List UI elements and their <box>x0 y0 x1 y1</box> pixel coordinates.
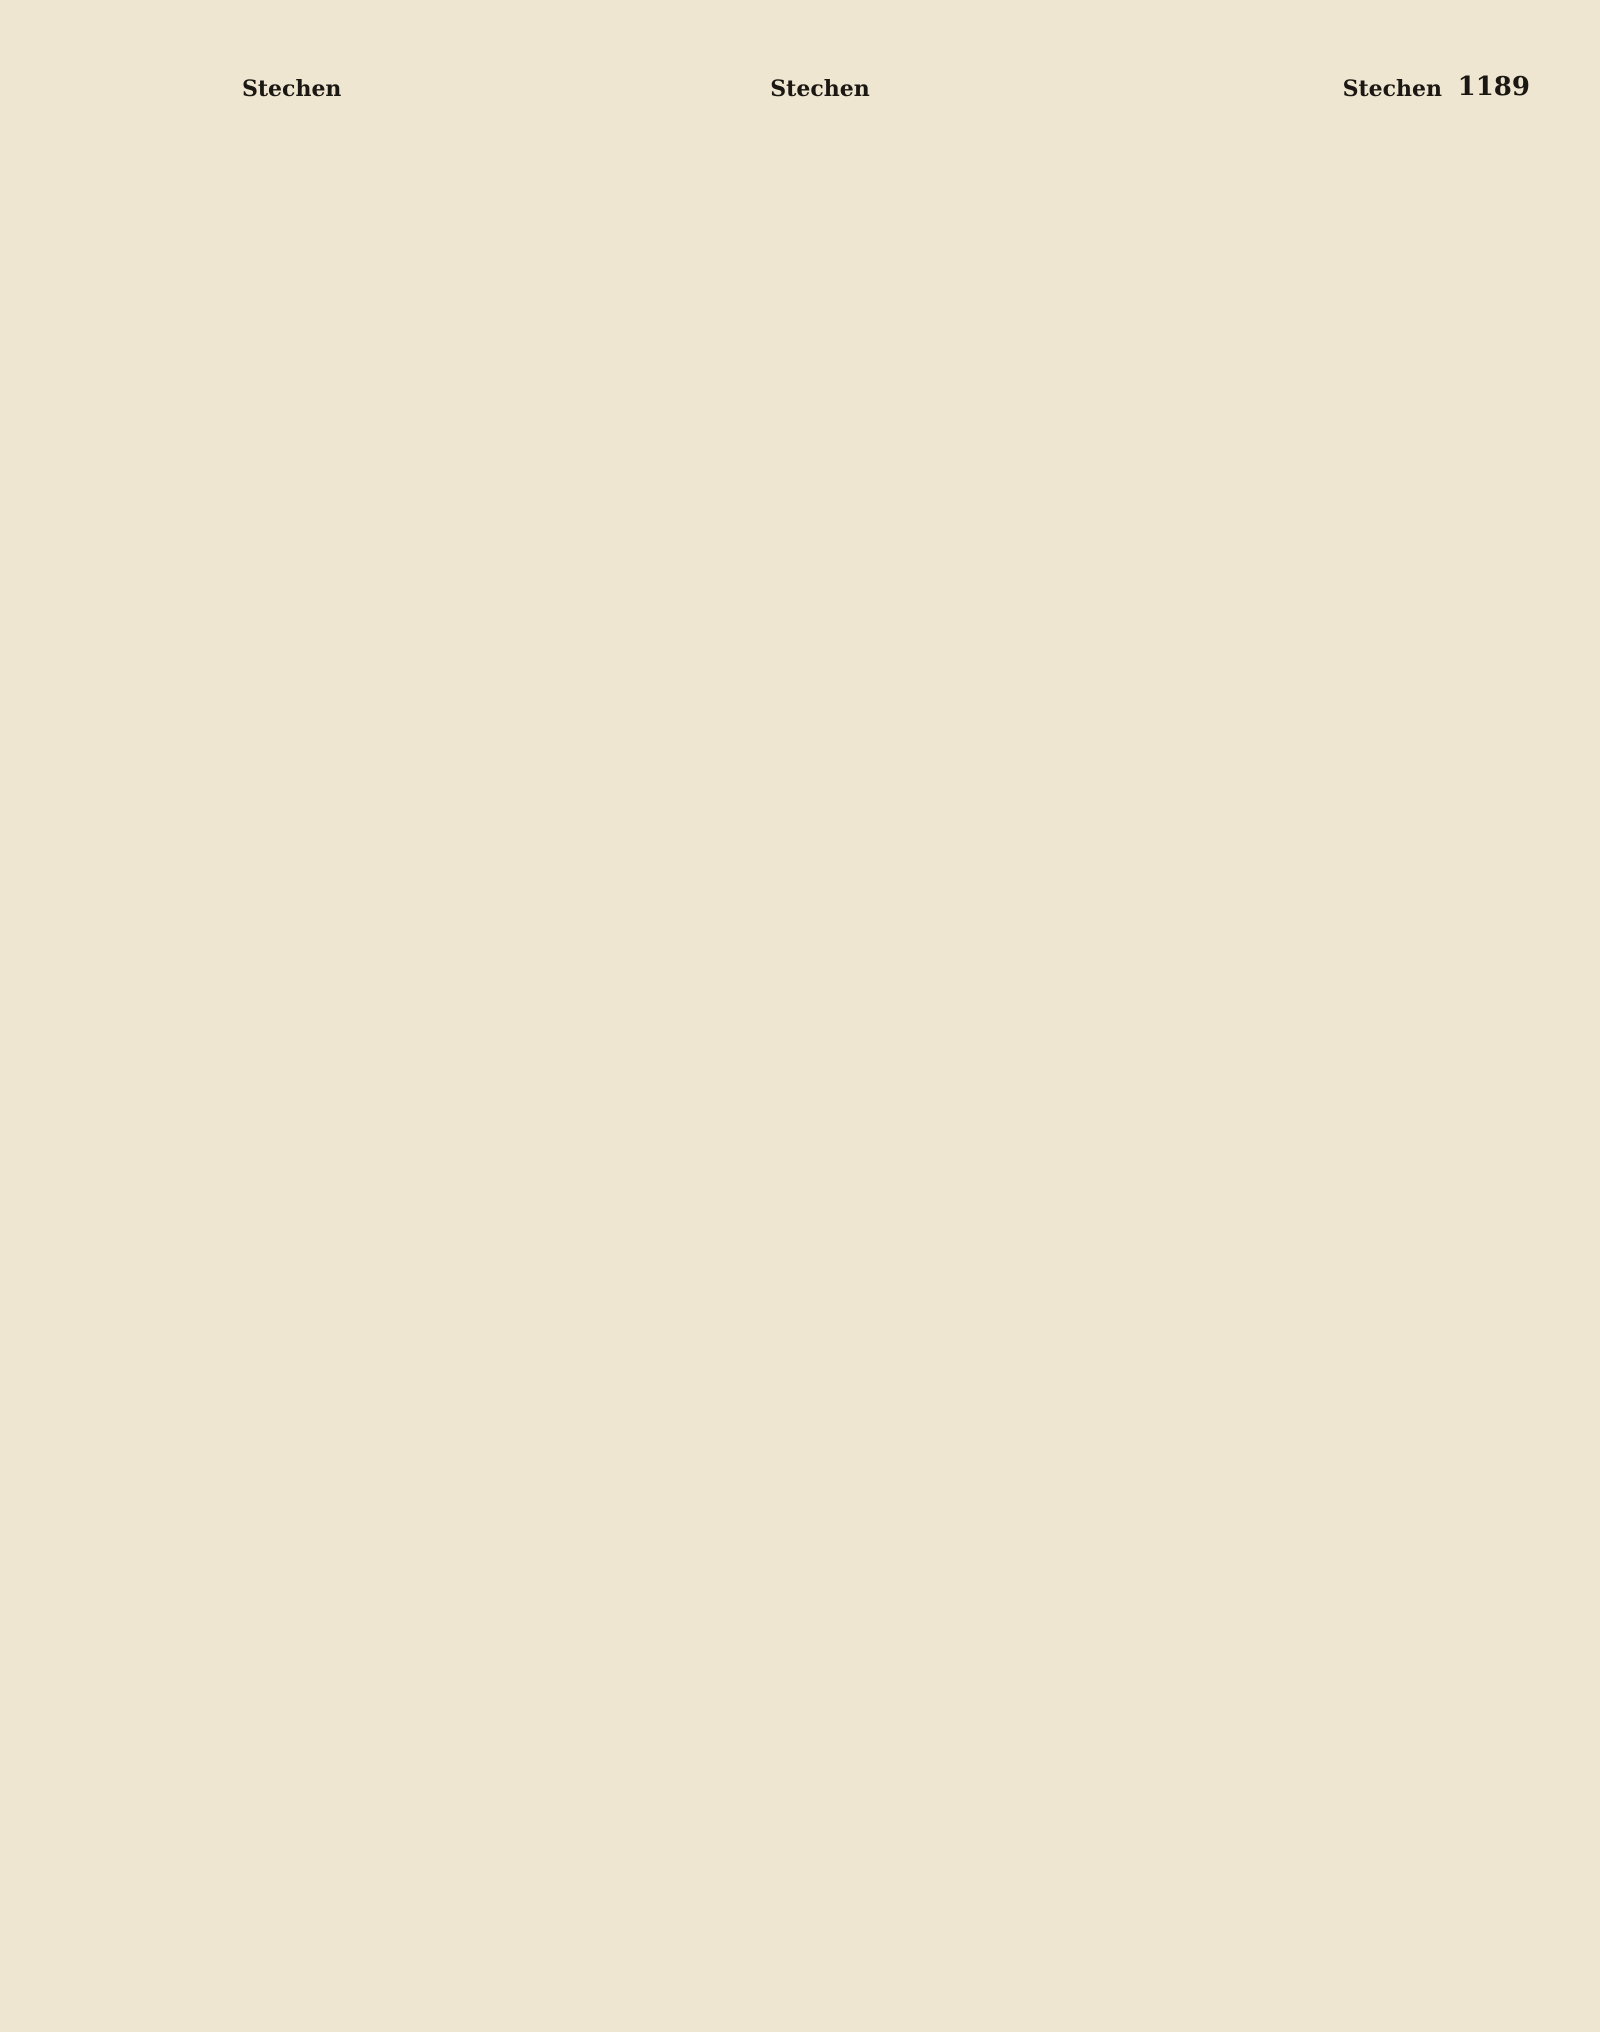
page-number: 1189 <box>1457 72 1530 102</box>
column-2 <box>595 128 1046 1988</box>
page-header <box>110 68 1530 108</box>
left-guide-word: Stechen <box>242 76 342 102</box>
right-guide-word: Stechen <box>1342 76 1442 102</box>
column-3 <box>1079 128 1530 1988</box>
column-1 <box>110 128 561 1988</box>
dictionary-columns <box>110 128 1530 1988</box>
center-guide-word: Stechen <box>770 76 870 102</box>
